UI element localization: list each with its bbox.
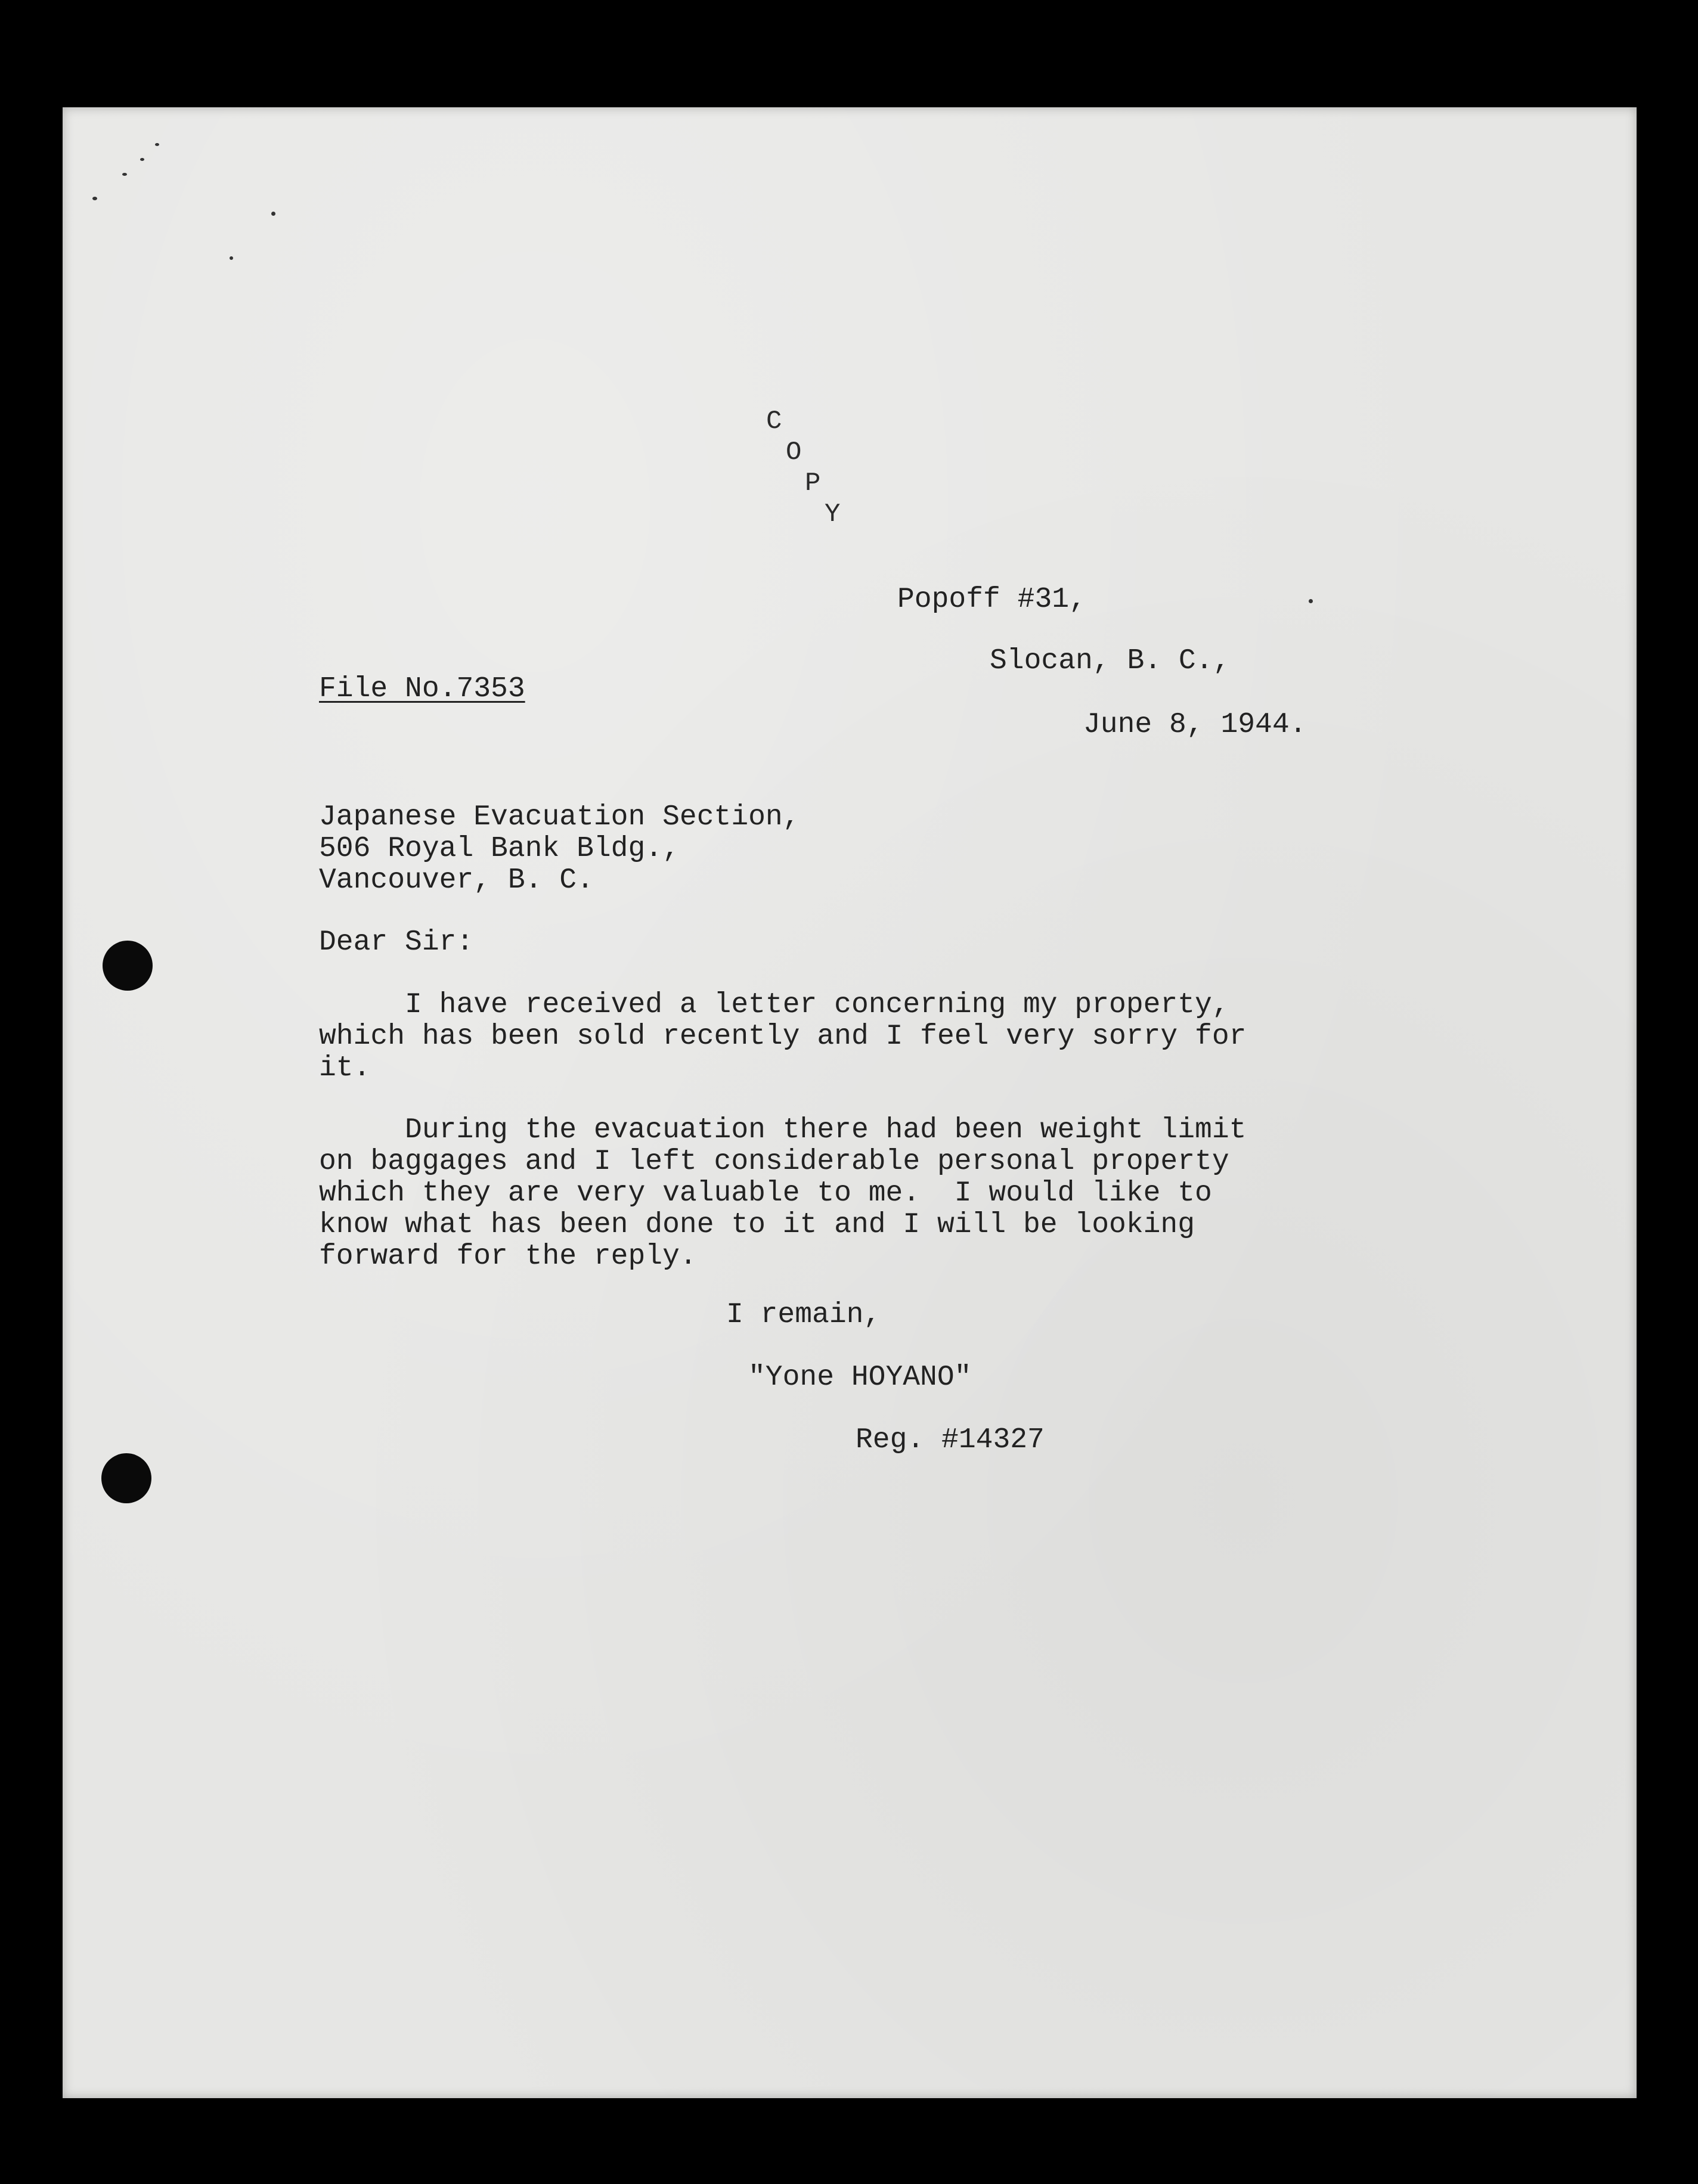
signature: "Yone HOYANO" [748, 1361, 972, 1394]
letter-paper [63, 107, 1637, 2098]
letter-date: June 8, 1944. [1083, 709, 1307, 741]
copy-stamp-letter-p: P [805, 469, 821, 498]
copy-stamp-letter-o: O [786, 438, 802, 467]
recipient-line-3: Vancouver, B. C. [319, 864, 594, 896]
paper-speck [92, 197, 97, 200]
paper-speck [155, 143, 159, 146]
sender-address-line-1: Popoff #31, [897, 584, 1086, 616]
body-paragraph-1: I have received a letter concerning my property, which has been sold recently and I feel very sorry for it. [319, 989, 1247, 1084]
paper-speck [122, 173, 127, 176]
paper-speck [1309, 599, 1313, 603]
paper-speck [230, 256, 233, 260]
punch-hole-lower [101, 1453, 151, 1503]
file-number: File No.7353 [319, 673, 525, 705]
valediction: I remain, [726, 1299, 881, 1331]
copy-stamp-letter-y: Y [825, 500, 841, 529]
sender-address-line-2: Slocan, B. C., [990, 645, 1231, 677]
punch-hole-upper [103, 941, 153, 991]
salutation: Dear Sir: [319, 926, 474, 958]
recipient-line-2: 506 Royal Bank Bldg., [319, 833, 680, 865]
recipient-line-1: Japanese Evacuation Section, [319, 801, 800, 833]
paper-speck [271, 212, 275, 216]
body-paragraph-2: During the evacuation there had been weight limit on baggages and I left considerable personal property which they are very valuable to me. I would like to know what has been done to it and I will be looking forward for the reply. [319, 1114, 1247, 1273]
copy-stamp-letter-c: C [766, 407, 782, 436]
registration-number: Reg. #14327 [856, 1424, 1045, 1456]
paper-speck [140, 158, 144, 161]
